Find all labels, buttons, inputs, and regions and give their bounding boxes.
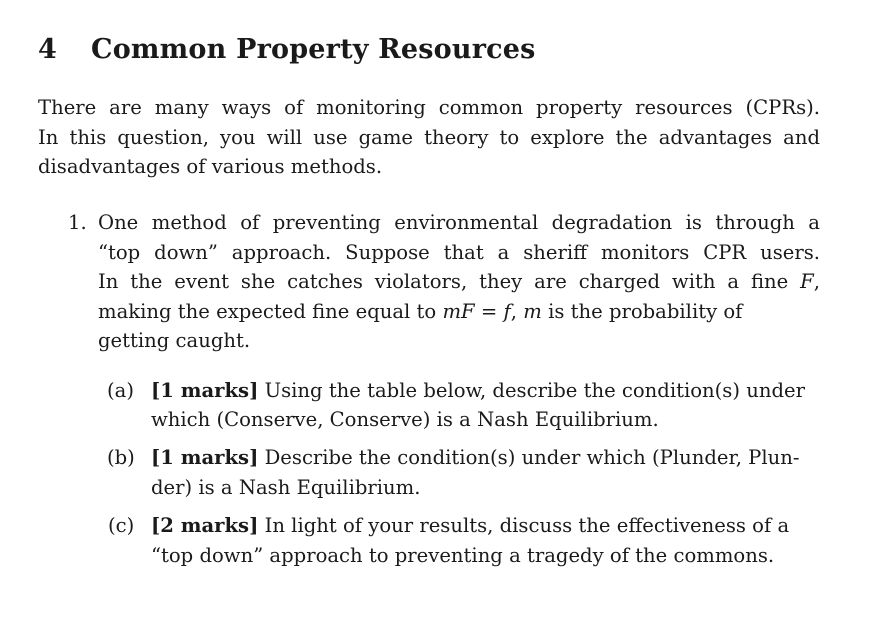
q1-line3-comma: ,: [813, 270, 820, 293]
part-b-line-1: [151, 448, 799, 468]
math-f: f: [503, 300, 511, 323]
math-mF: mF: [442, 300, 475, 323]
math-comma: ,: [510, 300, 524, 323]
intro-line-1: There are many ways of monitoring common property resources (CPRs).: [38, 96, 820, 119]
question-1-line-1: One method of preventing environmental degradation is through a: [98, 211, 820, 234]
part-a-line-1: [151, 381, 805, 401]
part-a-label: (a): [107, 379, 134, 402]
q1-line4-text: making the expected fine equal to: [98, 300, 443, 323]
q1-line4-tail: is the probability of: [541, 300, 743, 323]
part-b-text-1: Describe the condition(s) under which (Plunder, Plun-: [258, 446, 800, 469]
question-1-label: 1.: [68, 211, 87, 234]
fine-variable: F: [800, 270, 814, 293]
part-a-line-2: which (Conserve, Conserve) is a Nash Equilibrium.: [151, 408, 659, 431]
part-b-label: (b): [107, 446, 135, 469]
section-title: Common Property Resources: [91, 34, 536, 65]
intro-line-3: disadvantages of various methods.: [38, 155, 383, 178]
part-b-marks: [1 marks]: [151, 446, 259, 469]
math-m: m: [523, 300, 542, 323]
q1-line3-text: In the event she catches violators, they are charged with a fine: [98, 270, 801, 293]
part-b-line-2: der) is a Nash Equilibrium.: [151, 476, 421, 499]
intro-line-2: In this question, you will use game theory to explore the advantages and: [38, 126, 820, 149]
question-1-line-2: “top down” approach. Suppose that a sheriff monitors CPR users.: [98, 241, 820, 264]
question-1-line-4: [98, 302, 742, 322]
part-c-line-2: “top down” approach to preventing a tragedy of the commons.: [151, 544, 775, 567]
part-a-marks: [1 marks]: [151, 379, 259, 402]
question-1-line-5: getting caught.: [98, 329, 251, 352]
part-c-line-1: [151, 516, 789, 536]
section-heading: [38, 34, 536, 65]
part-c-text-1: In light of your results, discuss the effectiveness of a: [258, 514, 790, 537]
part-c-marks: [2 marks]: [151, 514, 259, 537]
math-equals: =: [474, 300, 504, 323]
question-1-line-3: [98, 272, 820, 292]
section-number: 4: [38, 34, 57, 65]
part-a-text-1: Using the table below, describe the condition(s) under: [258, 379, 805, 402]
part-c-label: (c): [108, 514, 135, 537]
